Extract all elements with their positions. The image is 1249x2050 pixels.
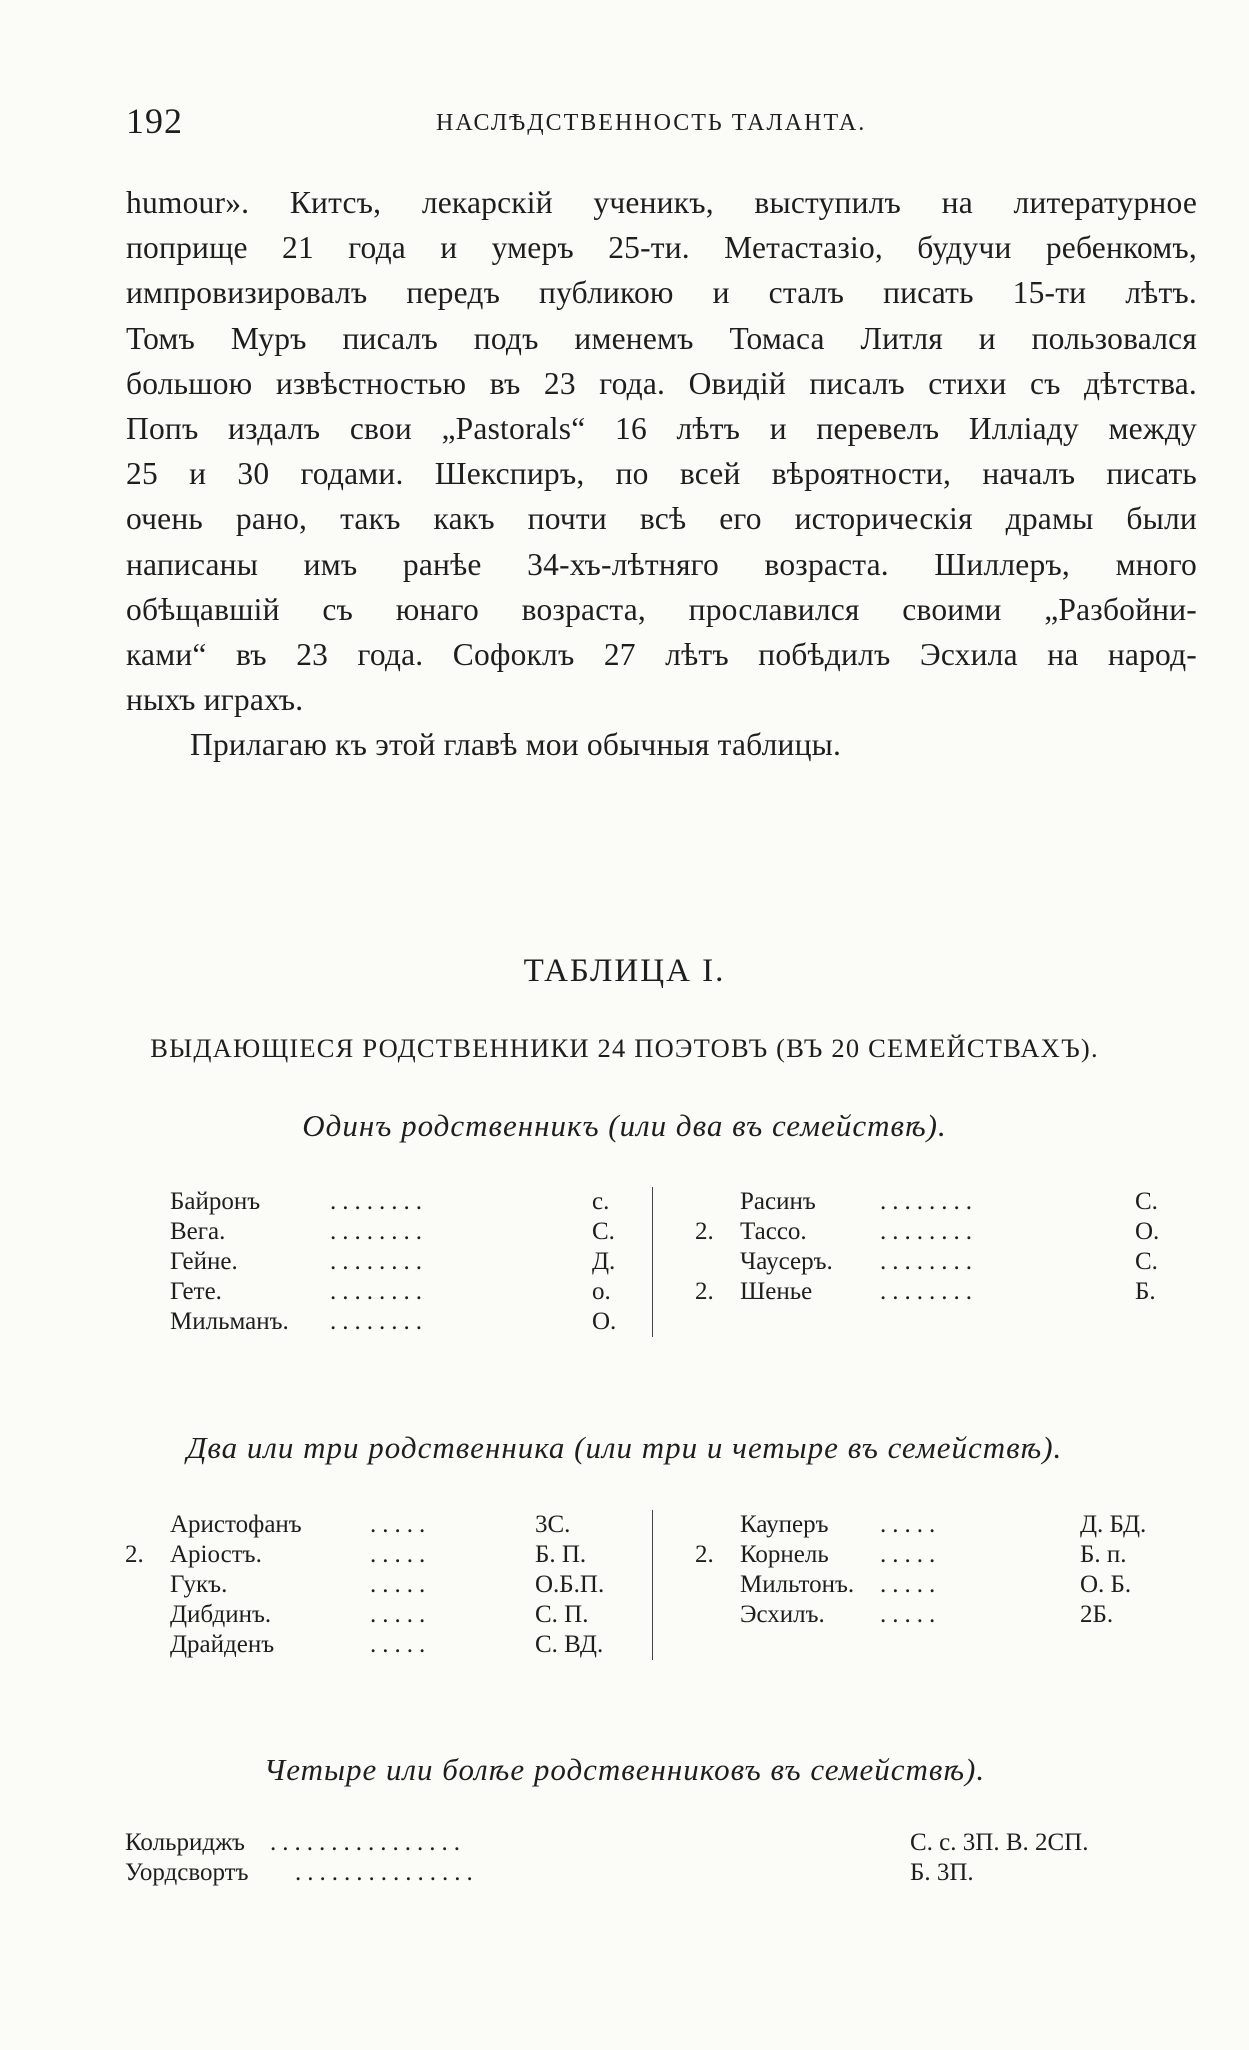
relatives-code: о.	[592, 1278, 611, 1305]
relatives-code: О. Б.	[1080, 1571, 1132, 1598]
text-line: поприще 21 года и умеръ 25-ти. Метастазіо, будучи ребенкомъ,	[126, 230, 1197, 266]
text-line: очень рано, такъ какъ почти всѣ его историческія драмы были	[126, 501, 1197, 537]
poet-name: Аристофанъ	[170, 1511, 302, 1538]
table-row	[125, 1510, 645, 1540]
table-row	[695, 1217, 1175, 1247]
leader-dots: .....	[370, 1541, 432, 1568]
leader-dots: ...............	[295, 1859, 479, 1886]
table-row	[125, 1600, 645, 1630]
poet-name: Вега.	[170, 1218, 226, 1245]
leader-dots: ........	[880, 1248, 978, 1275]
leader-dots: ................	[270, 1829, 466, 1856]
relatives-code: Б. п.	[1080, 1541, 1127, 1568]
table-row	[695, 1540, 1175, 1570]
text-line: импровизировалъ передъ публикою и сталъ писать 15-ти лѣтъ.	[126, 275, 1197, 311]
relatives-code: С.	[592, 1218, 615, 1245]
poet-name: Драйденъ	[170, 1631, 275, 1658]
column-divider	[652, 1187, 653, 1337]
relatives-code: С.	[1135, 1188, 1158, 1215]
section-heading-one: Одинъ родственникъ (или два въ семействѣ).	[302, 1108, 947, 1143]
table-row	[125, 1630, 645, 1660]
text-line: написаны имъ ранѣе 34-хъ-лѣтняго возраста. Шиллеръ, много	[126, 546, 1197, 582]
leader-dots: .....	[880, 1601, 942, 1628]
column-divider	[652, 1510, 653, 1660]
closing-line: Прилагаю къ этой главѣ мои обычныя таблицы.	[190, 727, 842, 763]
table-subtitle: ВЫДАЮЩІЕСЯ РОДСТВЕННИКИ 24 ПОЭТОВЪ (ВЪ 20 СЕМЕЙСТВАХЪ).	[150, 1033, 1099, 1063]
poet-name: Кауперъ	[740, 1511, 829, 1538]
table-column	[125, 1510, 645, 1660]
leader-dots: .....	[880, 1541, 942, 1568]
relatives-code: Д. БД.	[1080, 1511, 1147, 1538]
text-line: большою извѣстностью въ 23 года. Овидій писалъ стихи съ дѣтства.	[126, 365, 1197, 401]
table-row	[125, 1187, 645, 1217]
relatives-code: Б. П.	[535, 1541, 587, 1568]
table-column-full	[125, 1828, 1185, 1888]
table-row	[125, 1858, 1185, 1888]
text-line: ныхъ играхъ.	[126, 682, 304, 718]
text-line: обѣщавшій съ юнаго возраста, прославился своими „Разбойни-	[126, 591, 1197, 627]
relatives-code: с.	[592, 1188, 610, 1215]
relatives-code: О.Б.П.	[535, 1571, 605, 1598]
poet-name: Корнель	[740, 1541, 829, 1568]
section-heading-four-plus: Четыре или болѣе родственниковъ въ семействѣ).	[263, 1752, 986, 1787]
row-number: 2.	[695, 1278, 714, 1305]
poet-name: Аріостъ.	[170, 1541, 262, 1568]
poet-name: Эсхилъ.	[740, 1601, 825, 1628]
leader-dots: ........	[880, 1218, 978, 1245]
poet-name: Шенье	[740, 1278, 813, 1305]
leader-dots: ........	[330, 1218, 428, 1245]
page-number: 192	[126, 101, 183, 141]
leader-dots: .....	[880, 1511, 942, 1538]
relatives-code: Б.	[1135, 1278, 1156, 1305]
table-row	[695, 1247, 1175, 1277]
leader-dots: ........	[880, 1188, 978, 1215]
relatives-code: С. с. 3П. В. 2СП.	[910, 1829, 1089, 1856]
relatives-code: С. П.	[535, 1601, 589, 1628]
poet-name: Чаусеръ.	[740, 1248, 833, 1275]
table-row	[695, 1187, 1175, 1217]
poet-name: Кольриджъ	[125, 1829, 245, 1856]
table-row	[125, 1540, 645, 1570]
table-row	[695, 1600, 1175, 1630]
table-column	[125, 1187, 645, 1337]
text-line: Томъ Муръ писалъ подъ именемъ Томаса Литля и пользовался	[126, 320, 1197, 356]
text-line: humour». Китсъ, лекарскій ученикъ, выступилъ на литературное	[126, 185, 1197, 220]
poet-name: Мильманъ.	[170, 1308, 289, 1335]
relatives-code: О.	[592, 1308, 617, 1335]
leader-dots: ........	[330, 1308, 428, 1335]
table-row	[695, 1570, 1175, 1600]
text-line: 25 и 30 годами. Шекспиръ, по всей вѣроятности, началъ писать	[126, 456, 1197, 492]
table-column	[695, 1510, 1175, 1630]
poet-name: Уордсвортъ	[125, 1859, 249, 1886]
table-title: ТАБЛИЦА I.	[523, 953, 726, 989]
relatives-code: Д.	[592, 1248, 616, 1275]
leader-dots: ........	[330, 1248, 428, 1275]
body-paragraph	[126, 180, 1197, 767]
row-number: 2.	[695, 1541, 714, 1568]
poet-name: Мильтонъ.	[740, 1571, 855, 1598]
row-number: 2.	[695, 1218, 714, 1245]
poet-name: Гете.	[170, 1278, 222, 1305]
leader-dots: .....	[370, 1601, 432, 1628]
section-heading-two-three: Два или три родственника (или три и четыре въ семействѣ).	[186, 1430, 1063, 1465]
leader-dots: ........	[880, 1278, 978, 1305]
poet-name: Гукъ.	[170, 1571, 228, 1598]
table-row	[125, 1570, 645, 1600]
leader-dots: .....	[370, 1571, 432, 1598]
table-row	[125, 1277, 645, 1307]
poet-name: Тассо.	[740, 1218, 807, 1245]
table-row	[125, 1217, 645, 1247]
leader-dots: ........	[330, 1278, 428, 1305]
text-line: Попъ издалъ свои „Pastorals“ 16 лѣтъ и перевелъ Илліаду между	[126, 410, 1197, 446]
poet-name: Дибдинъ.	[170, 1601, 272, 1628]
leader-dots: ........	[330, 1188, 428, 1215]
table-row	[695, 1277, 1175, 1307]
relatives-code: Б. 3П.	[910, 1859, 974, 1886]
table-column	[695, 1187, 1175, 1307]
leader-dots: .....	[370, 1511, 432, 1538]
poet-name: Байронъ	[170, 1188, 261, 1215]
leader-dots: .....	[880, 1571, 942, 1598]
relatives-code: 3С.	[535, 1511, 571, 1538]
text-line: ками“ въ 23 года. Софоклъ 27 лѣтъ побѣдилъ Эсхила на народ-	[126, 636, 1197, 672]
poet-name: Гейне.	[170, 1248, 238, 1275]
running-title: НАСЛѢДСТВЕННОСТЬ ТАЛАНТА.	[436, 110, 867, 136]
relatives-code: С.	[1135, 1248, 1158, 1275]
row-number: 2.	[125, 1541, 144, 1568]
relatives-code: 2Б.	[1080, 1601, 1114, 1628]
relatives-code: О.	[1135, 1218, 1160, 1245]
poet-name: Расинъ	[740, 1188, 816, 1215]
leader-dots: .....	[370, 1631, 432, 1658]
relatives-code: С. ВД.	[535, 1631, 604, 1658]
table-row	[695, 1510, 1175, 1540]
table-row	[125, 1247, 645, 1277]
page-header	[126, 100, 1197, 150]
table-row	[125, 1307, 645, 1337]
table-row	[125, 1828, 1185, 1858]
